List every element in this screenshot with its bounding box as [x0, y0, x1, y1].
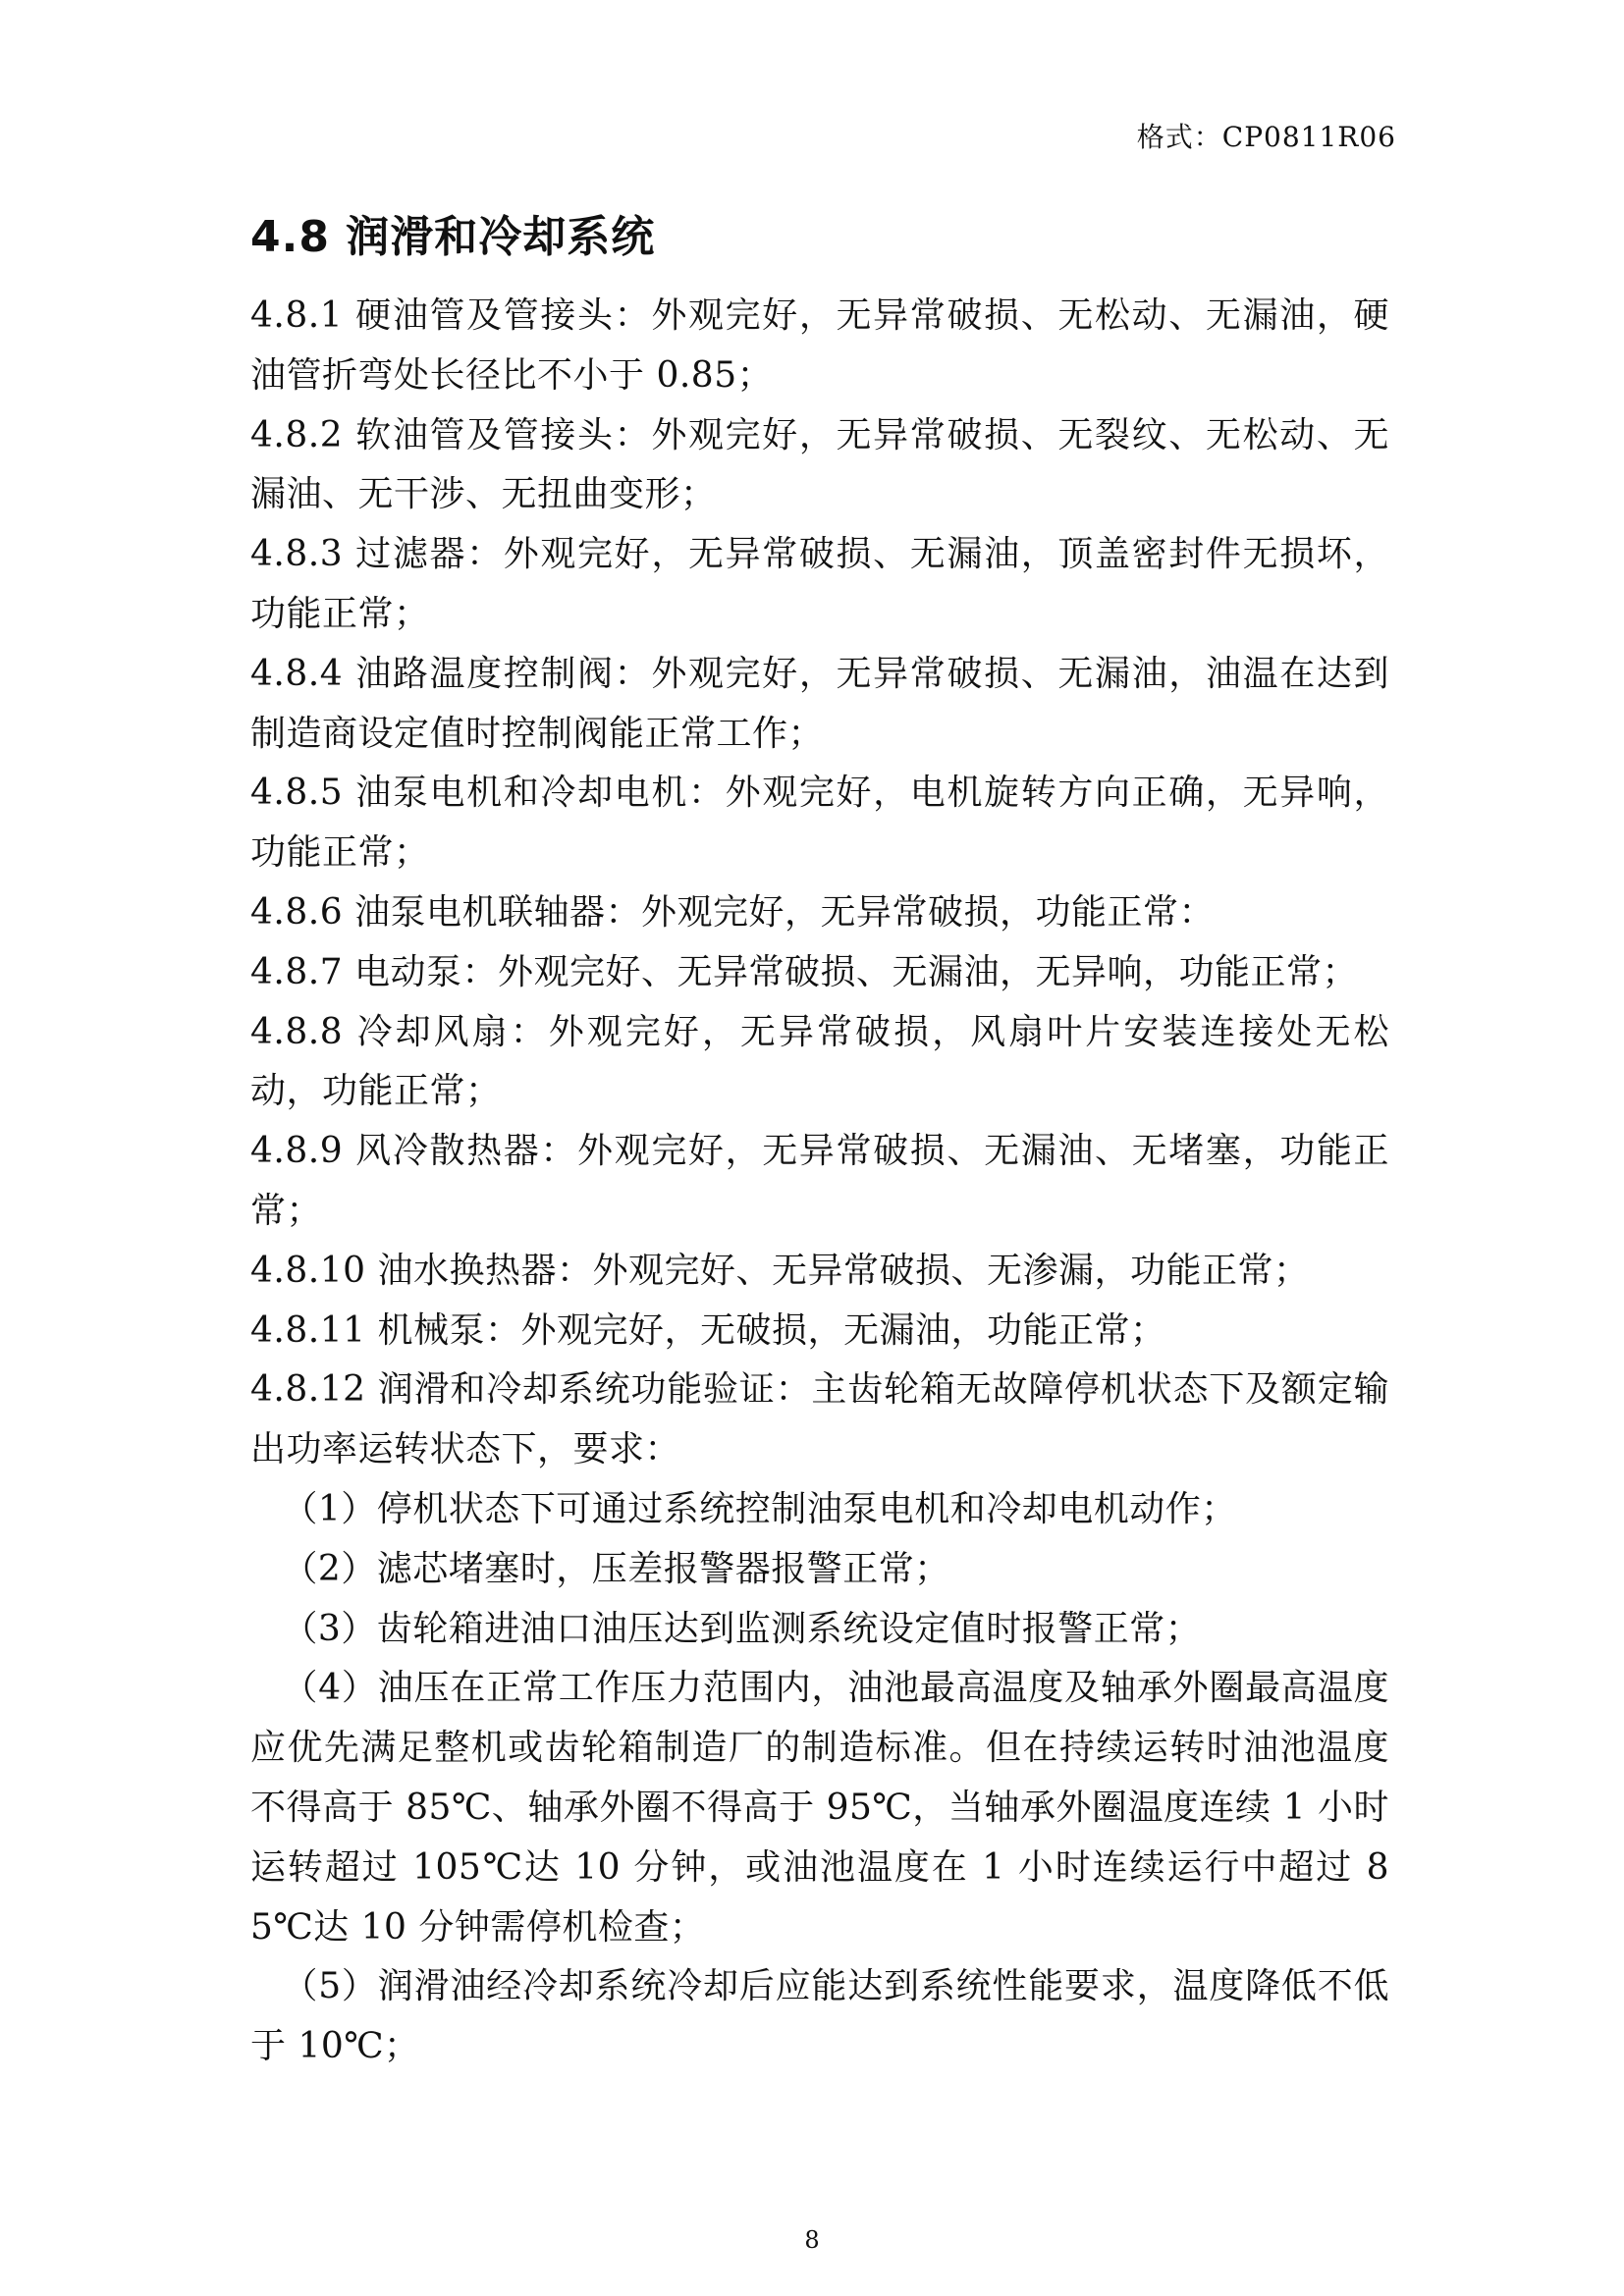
document-body — [250, 287, 1389, 2077]
clause-4-8-11: 4.8.11 机械泵：外观完好，无破损，无漏油，功能正常； — [250, 1309, 1166, 1351]
clause-4-8-10: 4.8.10 油水换热器：外观完好、无异常破损、无渗漏，功能正常； — [250, 1250, 1310, 1291]
section-title: 4.8 润滑和冷却系统 — [250, 212, 656, 262]
requirement-2: （2）滤芯堵塞时，压差报警器报警正常； — [282, 1548, 950, 1589]
clause-4-8-5: 4.8.5 油泵电机和冷却电机：外观完好，电机旋转方向正确，无异响，功能正常； — [250, 773, 1389, 874]
clause-4-8-12: 4.8.12 润滑和冷却系统功能验证：主齿轮箱无故障停机状态下及额定输出功率运转状态下，要求： — [250, 1369, 1389, 1470]
requirement-4: （4）油压在正常工作压力范围内，油池最高温度及轴承外圈最高温度应优先满足整机或齿轮箱制造厂的制造标准。但在持续运转时油池温度不得高于 85℃、轴承外圈不得高于 95℃，当轴承外圈温度连续 1 小时运转超过 105℃达 10 分钟，或油池温度在 1 小时连续运行中超过 85℃达 10 分钟需停机检查； — [250, 1668, 1389, 1948]
clause-4-8-7: 4.8.7 电动泵：外观完好、无异常破损、无漏油，无异响，功能正常； — [250, 951, 1359, 992]
clause-4-8-2: 4.8.2 软油管及管接头：外观完好，无异常破损、无裂纹、无松动、无漏油、无干涉、无扭曲变形； — [250, 414, 1389, 515]
clause-4-8-8: 4.8.8 冷却风扇：外观完好，无异常破损，风扇叶片安装连接处无松动，功能正常； — [250, 1011, 1389, 1112]
requirement-5: （5）润滑油经冷却系统冷却后应能达到系统性能要求，温度降低不低于 10℃； — [250, 1966, 1389, 2067]
clause-4-8-3: 4.8.3 过滤器：外观完好，无异常破损、无漏油，顶盖密封件无损坏，功能正常； — [250, 534, 1389, 634]
clause-4-8-6: 4.8.6 油泵电机联轴器：外观完好，无异常破损，功能正常： — [250, 891, 1216, 933]
page-number: 8 — [804, 2226, 820, 2254]
requirement-1: （1）停机状态下可通过系统控制油泵电机和冷却电机动作； — [282, 1488, 1237, 1529]
requirement-3: （3）齿轮箱进油口油压达到监测系统设定值时报警正常； — [282, 1608, 1202, 1649]
clause-4-8-1: 4.8.1 硬油管及管接头：外观完好，无异常破损、无松动、无漏油，硬油管折弯处长径比不小于 0.85； — [250, 295, 1389, 396]
clause-4-8-4: 4.8.4 油路温度控制阀：外观完好，无异常破损、无漏油，油温在达到制造商设定值时控制阀能正常工作； — [250, 653, 1389, 754]
format-code: 格式：CP0811R06 — [1136, 121, 1396, 153]
clause-4-8-9: 4.8.9 风冷散热器：外观完好，无异常破损、无漏油、无堵塞，功能正常； — [250, 1131, 1389, 1231]
